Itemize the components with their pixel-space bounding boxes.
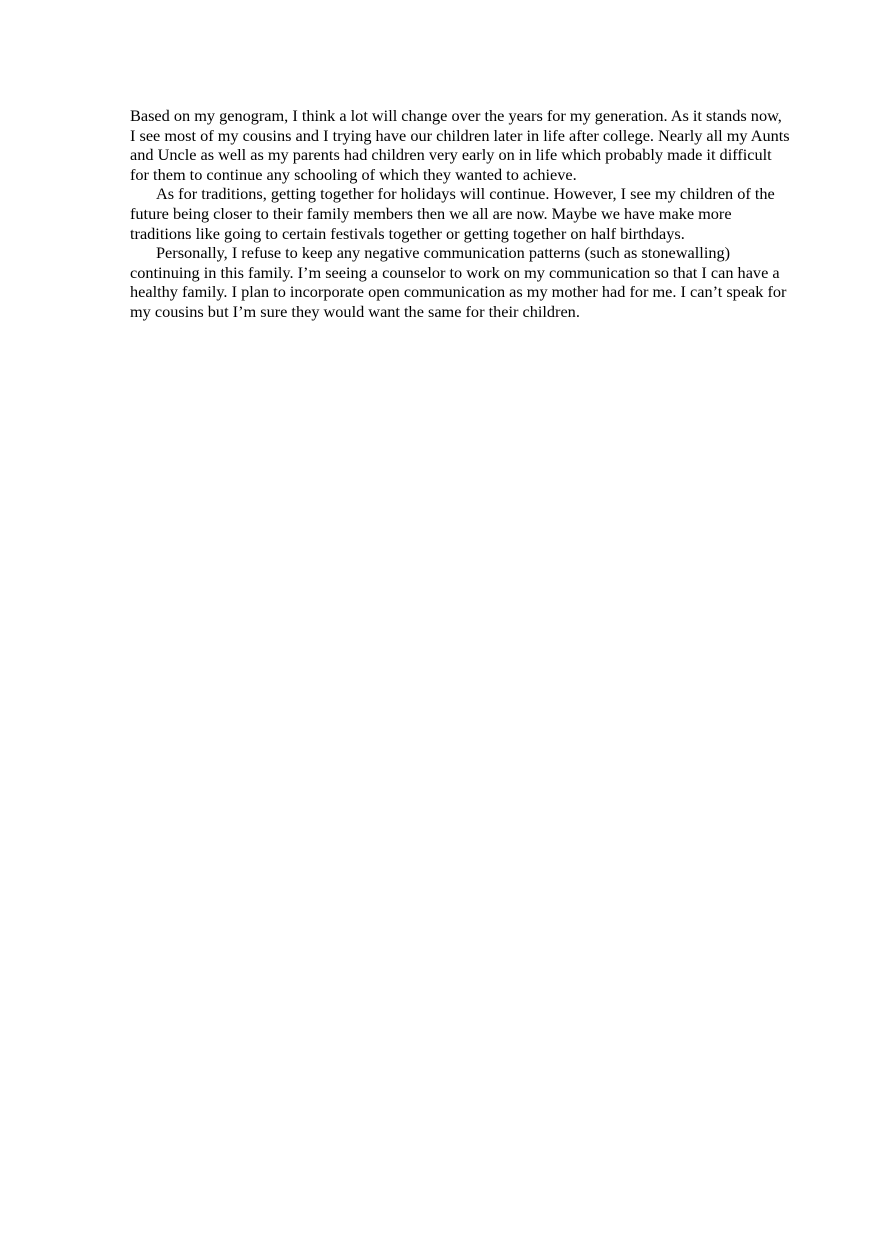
paragraph-communication: Personally, I refuse to keep any negative communication patterns (such as stonewalling) continuing in this family. I’m seeing a counselor to work on my communication so that I can have a healthy family. I plan to incorporate open communication as my mother had for me. I can’t speak for my cousins but I’m sure they would want the same for their children. <box>130 243 787 321</box>
paragraph-traditions: As for traditions, getting together for holidays will continue. However, I see my children of the future being closer to their family members then we all are now. Maybe we have make more traditions like going to certain festivals together or getting together on half birthdays. <box>130 184 775 243</box>
document-body <box>130 106 790 322</box>
paragraph-genogram: Based on my genogram, I think a lot will change over the years for my generation. As it stands now, I see most of my cousins and I trying have our children later in life after college. Nearly all my Aunts and Uncle as well as my parents had children very early on in life which probably made it difficult for them to continue any schooling of which they wanted to achieve. <box>130 106 790 184</box>
